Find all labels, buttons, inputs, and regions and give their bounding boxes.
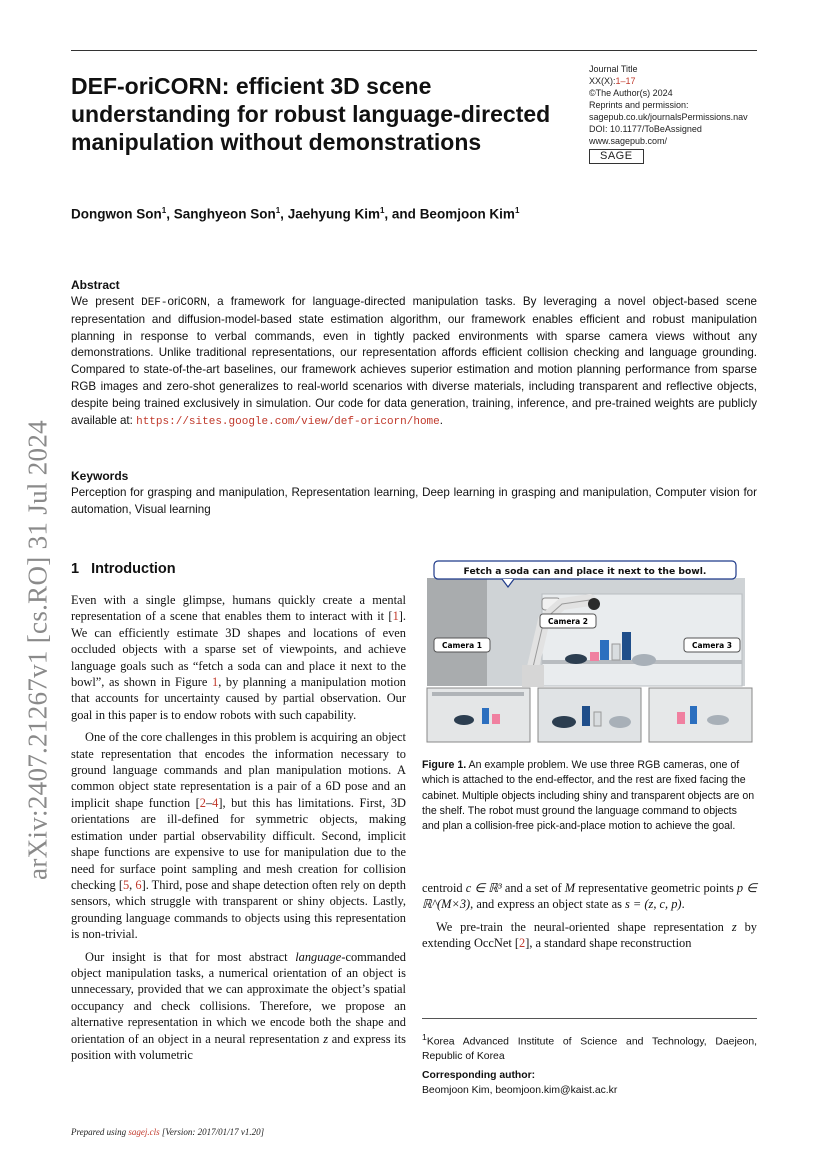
- command-text: Fetch a soda can and place it next to the bowl.: [463, 566, 707, 577]
- tall-bottle: [582, 706, 590, 726]
- camera-1-view-frame: [427, 688, 530, 742]
- arxiv-identifier: arXiv:2407.21267v1 [cs.RO] 31 Jul 2024: [22, 420, 53, 880]
- project-url-link[interactable]: https://sites.google.com/view/def-oricorn/home: [136, 415, 440, 428]
- affiliation-mark: 1: [275, 206, 281, 215]
- citation-link[interactable]: 5: [122, 877, 130, 892]
- paragraph: One of the core challenges in this problem is acquiring an object state representation that encodes the information necessary to ground language commands and plan manipulation motions. A common object state representation is a pair of a 6D pose and an implicit shape function [2–4], but this has limitations. First, 3D orientations are ill-defined for symmetric objects, making estimation under partial observability difficult. Second, implicit shape functions are expensive to use for manipulation due to the need for surface point sampling and mesh creation for collision checking [5, 6]. Third, pose and shape detection often rely on depth sensors, which struggle with transparent or shiny objects. Lastly, grounding language commands to objects using this representation is non-trivial.: [71, 730, 406, 942]
- pink-cup: [590, 652, 599, 661]
- citation-link[interactable]: 6: [135, 877, 142, 892]
- blue-bottle: [600, 640, 609, 660]
- citation-link[interactable]: 4: [212, 795, 219, 810]
- figure-ref-link[interactable]: 1: [212, 675, 219, 690]
- journal-reprints: Reprints and permission:: [589, 100, 689, 110]
- paragraph: We pre-train the neural-oriented shape representation z by extending OccNet [2], a standard shape reconstruction: [422, 919, 757, 951]
- pink-cup: [492, 714, 500, 724]
- citation-link[interactable]: 2: [199, 795, 206, 810]
- journal-info: [589, 63, 789, 164]
- right-column: [422, 880, 757, 958]
- author: Sanghyeon Son: [173, 206, 276, 222]
- keywords-heading: Keywords: [71, 469, 129, 483]
- affiliation-footnote: $^1$Korea Advanced Institute of Science and Technology, Daejeon, Republic of Korea: [422, 1032, 757, 1062]
- black-bowl: [565, 654, 587, 664]
- figure-1: [422, 560, 757, 745]
- class-file-link[interactable]: sagej.cls: [128, 1127, 160, 1137]
- abstract-heading: Abstract: [71, 278, 120, 292]
- camera-3-view-frame: [649, 688, 752, 742]
- paragraph: centroid c ∈ ℝ³ and a set of M representative geometric points p ∈ ℝ^(M×3), and express an object state as s = (z, c, p).: [422, 881, 757, 912]
- abstract-text: We present DEF-oriCORN, a framework for language-directed manipulation tasks. By leveraging a novel object-based scene representation and diffusion-model-based state estimation algorithm, our framework enables efficient and robust manipulation planning in response to verbal commands, even in tightly packed environments with sparse camera views without any demonstrations. Unlike traditional representations, our representation affords efficient collision checking and language grounding. Compared to state-of-the-art baselines, our framework achieves superior estimation and motion planning performance from sparse RGB images and zero-shot generalizes to real-world scenarios with diverse materials, including transparent and reflective objects, despite being trained exclusively in simulation. Our code for data generation, training, inference, and pre-trained weights are publicly available at: https://sites.google.com/view/def-oricorn/home.: [71, 295, 757, 428]
- corresponding-author-text: Beomjoon Kim, beomjoon.kim@kaist.ac.kr: [422, 1085, 618, 1096]
- black-bowl: [552, 716, 576, 728]
- header-rule: [71, 50, 757, 51]
- journal-website[interactable]: www.sagepub.com/: [589, 136, 668, 146]
- journal-doi: DOI: 10.1177/ToBeAssigned: [589, 124, 702, 134]
- metal-bowl: [707, 715, 729, 725]
- citation-link[interactable]: 1: [392, 609, 399, 624]
- black-bowl: [454, 715, 474, 725]
- tall-bottle: [622, 632, 631, 660]
- paragraph: Our insight is that for most abstract language-commanded object manipulation tasks, a numerical orientation of an object is unnecessary, provided that we can approximate the object’s spatial occupancy and check collisions. Therefore, we propose an alternative representation in which we encode both the shape and orientation of an object in a neural representation z and express its position with volumetric: [71, 949, 406, 1062]
- scene-left-wall: [427, 578, 487, 686]
- affiliation-mark: 1: [514, 206, 520, 215]
- paper-title: DEF-oriCORN: efficient 3D scene understanding for robust language-directed manipulation without demonstrations: [71, 73, 551, 155]
- figure-1-caption: Figure 1. An example problem. We use three RGB cameras, one of which is attached to the end-effector, and the rest are fixed facing the cabinet. Multiple objects including shiny and transparent objects are on the shelf. The robot must ground the language command to objects and plan a collision-free pick-and-place motion to achieve the goal.: [422, 759, 755, 833]
- pink-cup: [677, 712, 685, 724]
- robot-base: [522, 665, 544, 687]
- figure-1-image: [422, 560, 757, 745]
- soda-can: [594, 712, 601, 726]
- prepared-using-note: Prepared using sagej.cls [Version: 2017/01/17 v1.20]: [71, 1127, 265, 1137]
- blue-bottle: [690, 706, 697, 724]
- author-list: Dongwon Son$^1$, Sanghyeon Son$^1$, Jaehyung Kim$^1$, and Beomjoon Kim$^1$: [71, 206, 520, 222]
- section-heading-introduction: 1 Introduction: [71, 561, 176, 577]
- metal-bowl: [609, 716, 631, 728]
- author: Beomjoon Kim: [419, 206, 515, 222]
- journal-name: Journal Title: [589, 64, 638, 74]
- metal-bowl: [632, 654, 656, 666]
- journal-volume: XX(X):1–17: [589, 76, 636, 86]
- citation-link[interactable]: 2: [519, 936, 526, 951]
- affiliation-mark: 1: [161, 206, 167, 215]
- camera-1-view: [427, 688, 530, 742]
- keywords-text: Perception for grasping and manipulation, Representation learning, Deep learning in grasping and manipulation, Computer vision for automation, Visual learning: [71, 486, 757, 516]
- journal-pages-link[interactable]: 1–17: [615, 76, 636, 86]
- paragraph: Even with a single glimpse, humans quickly create a mental representation of a scene that enables them to interact with it [1]. We can efficiently estimate 3D shapes and locations of even occluded objects with a sparse set of viewpoints, and achieve language goals such as “fetch a soda can and place it next to the bowl”, as shown in Figure 1, by planning a manipulation motion that accounts for uncertainty caused by partial observation. Our goal in this paper is to endow robots with such capability.: [71, 593, 406, 722]
- blue-bottle: [482, 708, 489, 724]
- affiliation-mark: 1: [379, 206, 385, 215]
- left-column: [71, 592, 406, 1069]
- sage-logo: SAGE: [589, 149, 644, 164]
- wrist-camera: [588, 598, 600, 610]
- footnote-rule: [422, 1018, 757, 1019]
- author: Dongwon Son: [71, 206, 162, 222]
- camera-2-view: [538, 688, 641, 742]
- camera-3-view: [649, 688, 752, 742]
- soda-can: [612, 644, 620, 660]
- journal-copyright: ©The Author(s) 2024: [589, 88, 673, 98]
- journal-reprints-url[interactable]: sagepub.co.uk/journalsPermissions.nav: [589, 112, 748, 122]
- camera-3-label: Camera 3: [691, 641, 733, 650]
- camera-1-label: Camera 1: [441, 641, 483, 650]
- camera-2-label: Camera 2: [547, 617, 589, 626]
- author: Jaehyung Kim: [287, 206, 380, 222]
- shelf-edge: [432, 692, 524, 696]
- corresponding-author-heading: Corresponding author:: [422, 1070, 536, 1081]
